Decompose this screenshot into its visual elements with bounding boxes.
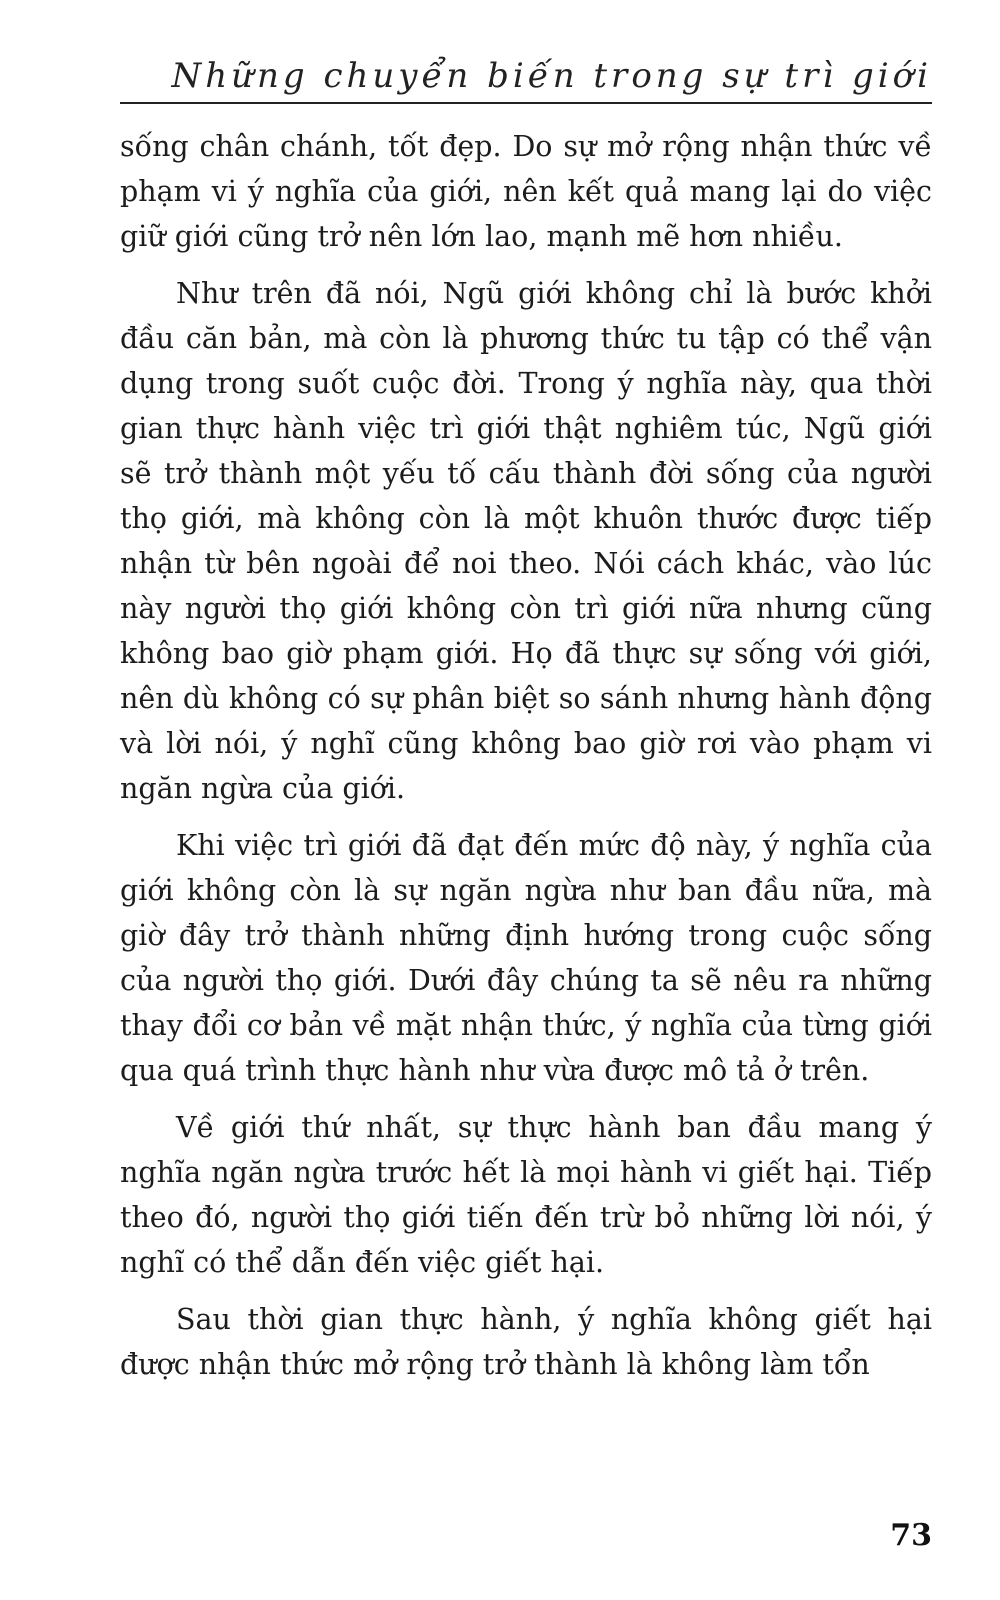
paragraph: Như trên đã nói, Ngũ giới không chỉ là bước khởi đầu căn bản, mà còn là phương thức tu tập có thể vận dụng trong suốt cuộc đời. Trong ý nghĩa này, qua thời gian thực hành việc trì giới thật nghiêm túc, Ngũ giới sẽ trở thành một yếu tố cấu thành đời sống của người thọ giới, mà không còn là một khuôn thước được tiếp nhận từ bên ngoài để noi theo. Nói cách khác, vào lúc này người thọ giới không còn trì giới nữa nhưng cũng không bao giờ phạm giới. Họ đã thực sự sống với giới, nên dù không có sự phân biệt so sánh nhưng hành động và lời nói, ý nghĩ cũng không bao giờ rơi vào phạm vi ngăn ngừa của giới.: [120, 277, 932, 805]
running-header: [120, 52, 932, 104]
paragraph: Sau thời gian thực hành, ý nghĩa không giết hại được nhận thức mở rộng trở thành là không làm tổn: [120, 1303, 932, 1381]
paragraph-continued: sống chân chánh, tốt đẹp. Do sự mở rộng nhận thức về phạm vi ý nghĩa của giới, nên kết quả mang lại do việc giữ giới cũng trở nên lớn lao, mạnh mẽ hơn nhiều.: [120, 130, 932, 253]
paragraph: Về giới thứ nhất, sự thực hành ban đầu mang ý nghĩa ngăn ngừa trước hết là mọi hành vi giết hại. Tiếp theo đó, người thọ giới tiến đến trừ bỏ những lời nói, ý nghĩ có thể dẫn đến việc giết hại.: [120, 1111, 932, 1279]
body-text: [120, 124, 932, 1399]
paragraph: Khi việc trì giới đã đạt đến mức độ này, ý nghĩa của giới không còn là sự ngăn ngừa như ban đầu nữa, mà giờ đây trở thành những định hướng trong cuộc sống của người thọ giới. Dưới đây chúng ta sẽ nêu ra những thay đổi cơ bản về mặt nhận thức, ý nghĩa của từng giới qua quá trình thực hành như vừa được mô tả ở trên.: [120, 829, 932, 1087]
page-number: 73: [890, 1518, 932, 1553]
running-header-title: Những chuyển biến trong sự trì giới: [171, 56, 932, 96]
